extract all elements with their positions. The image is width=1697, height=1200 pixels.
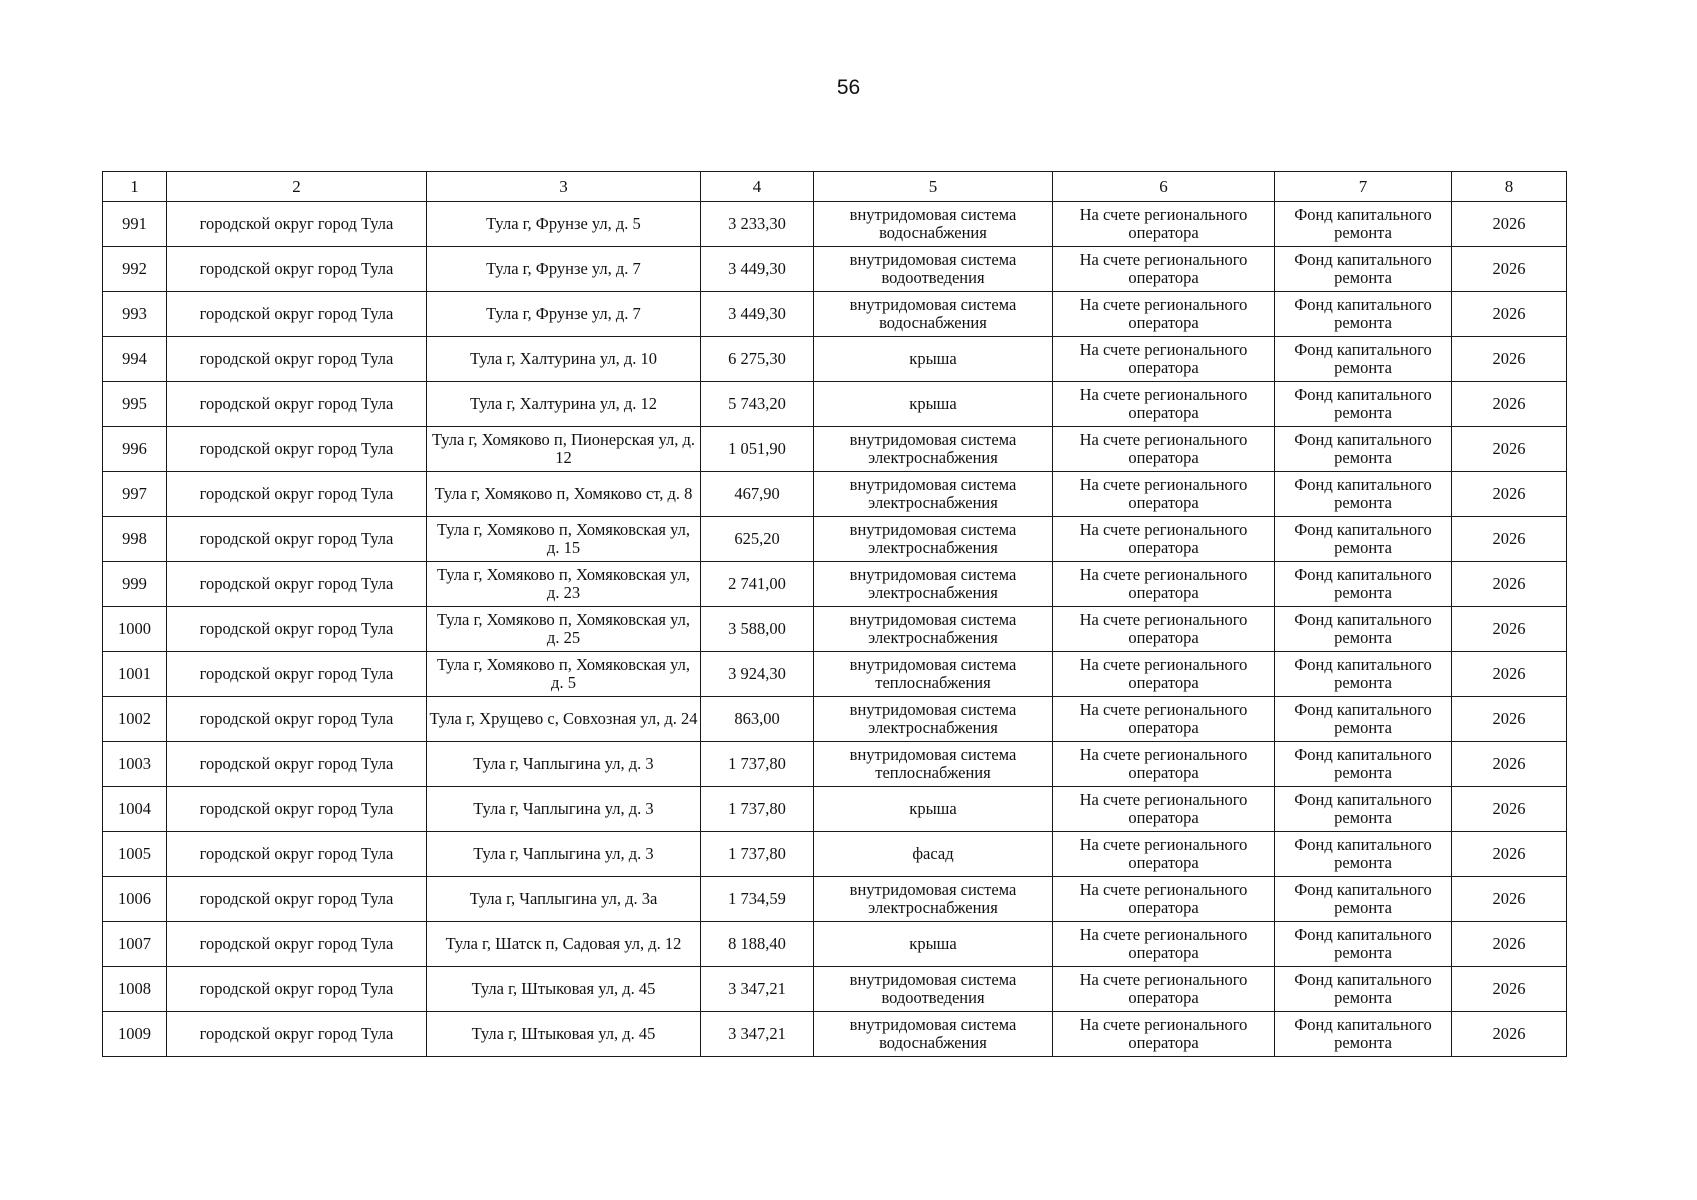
- municipality-cell: городской округ город Тула: [167, 787, 427, 832]
- financing-source-cell: Фонд капитального ремонта: [1275, 877, 1452, 922]
- financing-source-cell: Фонд капитального ремонта: [1275, 202, 1452, 247]
- work-type-cell: внутридомовая система электроснабжения: [814, 517, 1053, 562]
- area-cell: 1 737,80: [701, 742, 814, 787]
- area-cell: 5 743,20: [701, 382, 814, 427]
- area-cell: 1 051,90: [701, 427, 814, 472]
- municipality-cell: городской округ город Тула: [167, 652, 427, 697]
- row-number-cell: 1007: [103, 922, 167, 967]
- work-type-cell: внутридомовая система водоснабжения: [814, 1012, 1053, 1057]
- year-cell: 2026: [1452, 292, 1567, 337]
- fund-method-cell: На счете регионального оператора: [1053, 697, 1275, 742]
- row-number-cell: 992: [103, 247, 167, 292]
- financing-source-cell: Фонд капитального ремонта: [1275, 697, 1452, 742]
- financing-source-cell: Фонд капитального ремонта: [1275, 562, 1452, 607]
- financing-source-cell: Фонд капитального ремонта: [1275, 607, 1452, 652]
- address-cell: Тула г, Хомяково п, Хомяковская ул, д. 25: [427, 607, 701, 652]
- row-number-cell: 1006: [103, 877, 167, 922]
- column-header: 8: [1452, 172, 1567, 202]
- work-type-cell: внутридомовая система водоснабжения: [814, 292, 1053, 337]
- fund-method-cell: На счете регионального оператора: [1053, 877, 1275, 922]
- address-cell: Тула г, Хомяково п, Хомяковская ул, д. 23: [427, 562, 701, 607]
- fund-method-cell: На счете регионального оператора: [1053, 292, 1275, 337]
- row-number-cell: 991: [103, 202, 167, 247]
- financing-source-cell: Фонд капитального ремонта: [1275, 922, 1452, 967]
- area-cell: 467,90: [701, 472, 814, 517]
- address-cell: Тула г, Чаплыгина ул, д. 3а: [427, 877, 701, 922]
- year-cell: 2026: [1452, 787, 1567, 832]
- row-number-cell: 1003: [103, 742, 167, 787]
- financing-source-cell: Фонд капитального ремонта: [1275, 427, 1452, 472]
- financing-source-cell: Фонд капитального ремонта: [1275, 337, 1452, 382]
- column-header: 7: [1275, 172, 1452, 202]
- page-number: 56: [836, 76, 861, 99]
- table-row: [103, 832, 1567, 877]
- fund-method-cell: На счете регионального оператора: [1053, 832, 1275, 877]
- table-row: [103, 967, 1567, 1012]
- fund-method-cell: На счете регионального оператора: [1053, 202, 1275, 247]
- municipality-cell: городской округ город Тула: [167, 562, 427, 607]
- address-cell: Тула г, Штыковая ул, д. 45: [427, 1012, 701, 1057]
- municipality-cell: городской округ город Тула: [167, 247, 427, 292]
- fund-method-cell: На счете регионального оператора: [1053, 427, 1275, 472]
- address-cell: Тула г, Фрунзе ул, д. 7: [427, 292, 701, 337]
- row-number-cell: 1004: [103, 787, 167, 832]
- area-cell: 3 449,30: [701, 247, 814, 292]
- area-cell: 625,20: [701, 517, 814, 562]
- table-row: [103, 877, 1567, 922]
- fund-method-cell: На счете регионального оператора: [1053, 967, 1275, 1012]
- address-cell: Тула г, Шатск п, Садовая ул, д. 12: [427, 922, 701, 967]
- financing-source-cell: Фонд капитального ремонта: [1275, 832, 1452, 877]
- municipality-cell: городской округ город Тула: [167, 742, 427, 787]
- row-number-cell: 998: [103, 517, 167, 562]
- year-cell: 2026: [1452, 652, 1567, 697]
- work-type-cell: внутридомовая система электроснабжения: [814, 697, 1053, 742]
- year-cell: 2026: [1452, 742, 1567, 787]
- year-cell: 2026: [1452, 967, 1567, 1012]
- financing-source-cell: Фонд капитального ремонта: [1275, 787, 1452, 832]
- area-cell: 2 741,00: [701, 562, 814, 607]
- area-cell: 3 347,21: [701, 967, 814, 1012]
- area-cell: 3 347,21: [701, 1012, 814, 1057]
- address-cell: Тула г, Халтурина ул, д. 12: [427, 382, 701, 427]
- table-row: [103, 787, 1567, 832]
- work-type-cell: внутридомовая система водоснабжения: [814, 202, 1053, 247]
- area-cell: 3 588,00: [701, 607, 814, 652]
- work-type-cell: внутридомовая система теплоснабжения: [814, 652, 1053, 697]
- table-header-row: [103, 172, 1567, 202]
- year-cell: 2026: [1452, 382, 1567, 427]
- year-cell: 2026: [1452, 562, 1567, 607]
- address-cell: Тула г, Фрунзе ул, д. 7: [427, 247, 701, 292]
- municipality-cell: городской округ город Тула: [167, 292, 427, 337]
- municipality-cell: городской округ город Тула: [167, 517, 427, 562]
- fund-method-cell: На счете регионального оператора: [1053, 382, 1275, 427]
- municipality-cell: городской округ город Тула: [167, 382, 427, 427]
- address-cell: Тула г, Хомяково п, Хомяковская ул, д. 15: [427, 517, 701, 562]
- column-header: 3: [427, 172, 701, 202]
- year-cell: 2026: [1452, 247, 1567, 292]
- financing-source-cell: Фонд капитального ремонта: [1275, 382, 1452, 427]
- column-header: 1: [103, 172, 167, 202]
- fund-method-cell: На счете регионального оператора: [1053, 1012, 1275, 1057]
- financing-source-cell: Фонд капитального ремонта: [1275, 292, 1452, 337]
- municipality-cell: городской округ город Тула: [167, 832, 427, 877]
- fund-method-cell: На счете регионального оператора: [1053, 922, 1275, 967]
- fund-method-cell: На счете регионального оператора: [1053, 472, 1275, 517]
- year-cell: 2026: [1452, 1012, 1567, 1057]
- address-cell: Тула г, Чаплыгина ул, д. 3: [427, 832, 701, 877]
- table-row: [103, 202, 1567, 247]
- financing-source-cell: Фонд капитального ремонта: [1275, 472, 1452, 517]
- table-row: [103, 382, 1567, 427]
- row-number-cell: 1008: [103, 967, 167, 1012]
- work-type-cell: внутридомовая система электроснабжения: [814, 562, 1053, 607]
- address-cell: Тула г, Чаплыгина ул, д. 3: [427, 787, 701, 832]
- municipality-cell: городской округ город Тула: [167, 1012, 427, 1057]
- address-cell: Тула г, Чаплыгина ул, д. 3: [427, 742, 701, 787]
- row-number-cell: 996: [103, 427, 167, 472]
- financing-source-cell: Фонд капитального ремонта: [1275, 247, 1452, 292]
- table-row: [103, 292, 1567, 337]
- row-number-cell: 999: [103, 562, 167, 607]
- address-cell: Тула г, Фрунзе ул, д. 5: [427, 202, 701, 247]
- area-cell: 3 233,30: [701, 202, 814, 247]
- municipality-cell: городской округ город Тула: [167, 337, 427, 382]
- area-cell: 1 737,80: [701, 787, 814, 832]
- work-type-cell: крыша: [814, 337, 1053, 382]
- work-type-cell: крыша: [814, 787, 1053, 832]
- row-number-cell: 1001: [103, 652, 167, 697]
- table-row: [103, 607, 1567, 652]
- row-number-cell: 1002: [103, 697, 167, 742]
- municipality-cell: городской округ город Тула: [167, 877, 427, 922]
- municipality-cell: городской округ город Тула: [167, 607, 427, 652]
- financing-source-cell: Фонд капитального ремонта: [1275, 742, 1452, 787]
- fund-method-cell: На счете регионального оператора: [1053, 517, 1275, 562]
- column-header: 5: [814, 172, 1053, 202]
- table-row: [103, 922, 1567, 967]
- municipality-cell: городской округ город Тула: [167, 472, 427, 517]
- work-type-cell: крыша: [814, 382, 1053, 427]
- table-row: [103, 247, 1567, 292]
- table-row: [103, 697, 1567, 742]
- financing-source-cell: Фонд капитального ремонта: [1275, 652, 1452, 697]
- column-header: 2: [167, 172, 427, 202]
- municipality-cell: городской округ город Тула: [167, 202, 427, 247]
- address-cell: Тула г, Хомяково п, Пионерская ул, д. 12: [427, 427, 701, 472]
- row-number-cell: 997: [103, 472, 167, 517]
- fund-method-cell: На счете регионального оператора: [1053, 607, 1275, 652]
- table-row: [103, 427, 1567, 472]
- row-number-cell: 1000: [103, 607, 167, 652]
- row-number-cell: 994: [103, 337, 167, 382]
- financing-source-cell: Фонд капитального ремонта: [1275, 967, 1452, 1012]
- work-type-cell: внутридомовая система водоотведения: [814, 247, 1053, 292]
- area-cell: 6 275,30: [701, 337, 814, 382]
- table-row: [103, 652, 1567, 697]
- year-cell: 2026: [1452, 832, 1567, 877]
- work-type-cell: фасад: [814, 832, 1053, 877]
- table-row: [103, 1012, 1567, 1057]
- municipality-cell: городской округ город Тула: [167, 922, 427, 967]
- registry-table: [102, 171, 1567, 1057]
- address-cell: Тула г, Хрущево с, Совхозная ул, д. 24: [427, 697, 701, 742]
- row-number-cell: 993: [103, 292, 167, 337]
- table-row: [103, 742, 1567, 787]
- year-cell: 2026: [1452, 877, 1567, 922]
- table-row: [103, 562, 1567, 607]
- area-cell: 8 188,40: [701, 922, 814, 967]
- fund-method-cell: На счете регионального оператора: [1053, 742, 1275, 787]
- column-header: 4: [701, 172, 814, 202]
- municipality-cell: городской округ город Тула: [167, 427, 427, 472]
- financing-source-cell: Фонд капитального ремонта: [1275, 1012, 1452, 1057]
- table-body: [103, 202, 1567, 1057]
- work-type-cell: внутридомовая система теплоснабжения: [814, 742, 1053, 787]
- table-row: [103, 517, 1567, 562]
- work-type-cell: крыша: [814, 922, 1053, 967]
- row-number-cell: 1005: [103, 832, 167, 877]
- year-cell: 2026: [1452, 337, 1567, 382]
- work-type-cell: внутридомовая система электроснабжения: [814, 877, 1053, 922]
- column-header: 6: [1053, 172, 1275, 202]
- area-cell: 863,00: [701, 697, 814, 742]
- municipality-cell: городской округ город Тула: [167, 697, 427, 742]
- fund-method-cell: На счете регионального оператора: [1053, 652, 1275, 697]
- year-cell: 2026: [1452, 697, 1567, 742]
- financing-source-cell: Фонд капитального ремонта: [1275, 517, 1452, 562]
- work-type-cell: внутридомовая система водоотведения: [814, 967, 1053, 1012]
- address-cell: Тула г, Халтурина ул, д. 10: [427, 337, 701, 382]
- area-cell: 3 449,30: [701, 292, 814, 337]
- work-type-cell: внутридомовая система электроснабжения: [814, 472, 1053, 517]
- fund-method-cell: На счете регионального оператора: [1053, 337, 1275, 382]
- year-cell: 2026: [1452, 922, 1567, 967]
- municipality-cell: городской округ город Тула: [167, 967, 427, 1012]
- year-cell: 2026: [1452, 202, 1567, 247]
- table-row: [103, 472, 1567, 517]
- fund-method-cell: На счете регионального оператора: [1053, 247, 1275, 292]
- table-row: [103, 337, 1567, 382]
- address-cell: Тула г, Хомяково п, Хомяково ст, д. 8: [427, 472, 701, 517]
- area-cell: 1 737,80: [701, 832, 814, 877]
- row-number-cell: 995: [103, 382, 167, 427]
- row-number-cell: 1009: [103, 1012, 167, 1057]
- fund-method-cell: На счете регионального оператора: [1053, 562, 1275, 607]
- work-type-cell: внутридомовая система электроснабжения: [814, 607, 1053, 652]
- area-cell: 3 924,30: [701, 652, 814, 697]
- address-cell: Тула г, Хомяково п, Хомяковская ул, д. 5: [427, 652, 701, 697]
- year-cell: 2026: [1452, 472, 1567, 517]
- fund-method-cell: На счете регионального оператора: [1053, 787, 1275, 832]
- area-cell: 1 734,59: [701, 877, 814, 922]
- address-cell: Тула г, Штыковая ул, д. 45: [427, 967, 701, 1012]
- year-cell: 2026: [1452, 517, 1567, 562]
- year-cell: 2026: [1452, 427, 1567, 472]
- work-type-cell: внутридомовая система электроснабжения: [814, 427, 1053, 472]
- year-cell: 2026: [1452, 607, 1567, 652]
